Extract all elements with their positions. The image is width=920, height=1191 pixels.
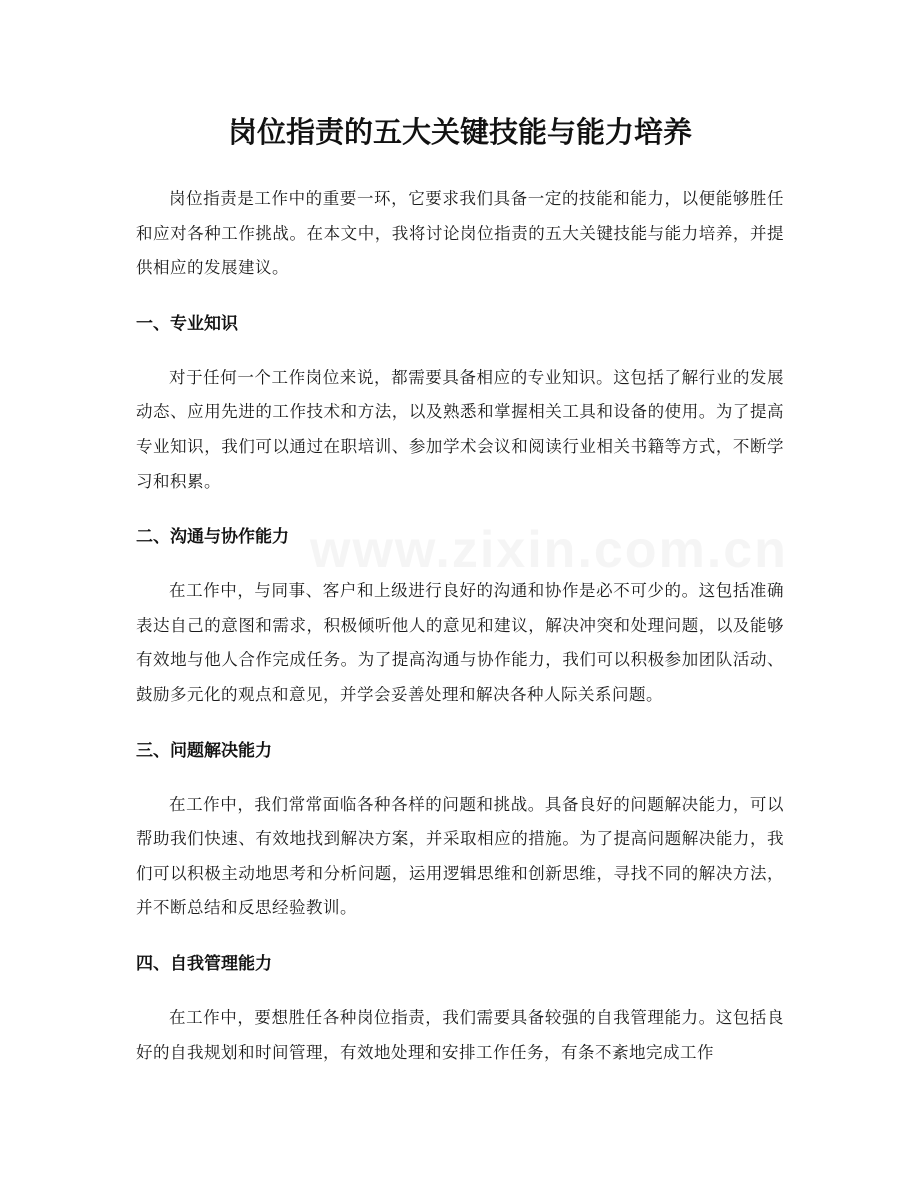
section-heading-2: 二、沟通与协作能力: [136, 527, 289, 548]
document-title: 岗位指责的五大关键技能与能力培养: [227, 115, 692, 149]
section-paragraph-3: 在工作中，我们常常面临各种各样的问题和挑战。具备良好的问题解决能力，可以帮助我们快速、有效地找到解决方案，并采取相应的措施。为了提高问题解决能力，我们可以积极主动地思考和分析问题，运用逻辑思维和创新思维，寻找不同的解决方法，并不断总结和反思经验教训。: [136, 794, 784, 918]
document-body: [136, 182, 784, 1070]
intro-paragraph: 岗位指责是工作中的重要一环，它要求我们具备一定的技能和能力，以便能够胜任和应对各种工作挑战。在本文中，我将讨论岗位指责的五大关键技能与能力培养，并提供相应的发展建议。: [136, 189, 784, 278]
section-paragraph-4: 在工作中，要想胜任各种岗位指责，我们需要具备较强的自我管理能力。这包括良好的自我规划和时间管理，有效地处理和安排工作任务，有条不紊地完成工作: [136, 1007, 784, 1062]
section-heading-1: 一、专业知识: [136, 313, 238, 334]
watermark-text: www.zixin.com.cn: [310, 521, 788, 579]
section-paragraph-2: 在工作中，与同事、客户和上级进行良好的沟通和协作是必不可少的。这包括准确表达自己的意图和需求，积极倾听他人的意见和建议，解决冲突和处理问题，以及能够有效地与他人合作完成任务。为了提高沟通与协作能力，我们可以积极参加团队活动、鼓励多元化的观点和意见，并学会妥善处理和解决各种人际关系问题。: [136, 581, 784, 704]
section-paragraph-1: 对于任何一个工作岗位来说，都需要具备相应的专业知识。这包括了解行业的发展动态、应用先进的工作技术和方法，以及熟悉和掌握相关工具和设备的使用。为了提高专业知识，我们可以通过在职培训、参加学术会议和阅读行业相关书籍等方式，不断学习和积累。: [136, 367, 784, 491]
section-heading-3: 三、问题解决能力: [136, 740, 272, 761]
section-heading-4: 四、自我管理能力: [136, 953, 272, 974]
